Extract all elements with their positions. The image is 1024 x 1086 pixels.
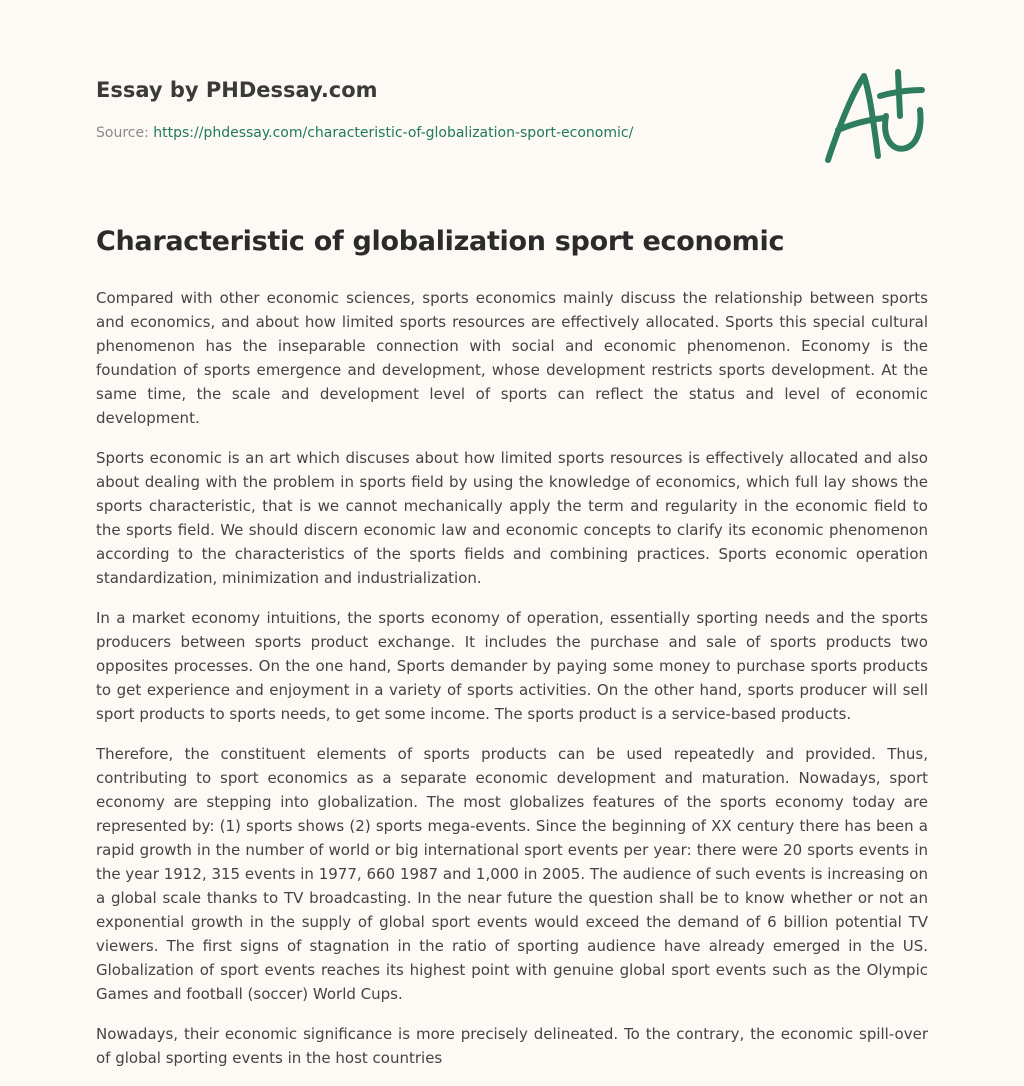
source-line — [96, 125, 633, 141]
brand-title: Essay by PHDessay.com — [96, 78, 378, 102]
article-body — [96, 286, 928, 1086]
paragraph: Sports economic is an art which discuses about how limited sports resources is effectively allocated and also about dealing with the problem in sports field by using the knowledge of economics, which full lay shows the sports characteristic, that is we cannot mechanically apply the term and regularity in the economic field to the sports field. We should discern economic law and economic concepts to clarify its economic phenomenon according to the characteristics of the sports fields and combining practices. Sports economic operation standardization, minimization and industrialization. — [96, 449, 928, 587]
source-link[interactable]: https://phdessay.com/characteristic-of-globalization-sport-economic/ — [153, 125, 634, 141]
article-title: Characteristic of globalization sport economic — [96, 226, 785, 257]
a-plus-logo — [818, 64, 936, 168]
paragraph: In a market economy intuitions, the sports economy of operation, essentially sporting needs and the sports producers between sports product exchange. It includes the purchase and sale of sports products two opposites processes. On the one hand, Sports demander by paying some money to purchase sports products to get experience and enjoyment in a variety of sports activities. On the other hand, sports producer will sell sport products to sports needs, to get some income. The sports product is a service-based products. — [96, 609, 928, 723]
paragraph: Nowadays, their economic significance is more precisely delineated. To the contrary, the economic spill-over of global sporting events in the host countries — [96, 1025, 928, 1067]
paragraph: Therefore, the constituent elements of sports products can be used repeatedly and provided. Thus, contributing to sport economics as a separate economic development and maturation. Nowadays, sport economy are stepping into globalization. The most globalizes features of the sports economy today are represented by: (1) sports shows (2) sports mega-events. Since the beginning of XX century there has been a rapid growth in the number of world or big international sport events per year: there were 20 sports events in the year 1912, 315 events in 1977, 660 1987 and 1,000 in 2005. The audience of such events is increasing on a global scale thanks to TV broadcasting. In the near future the question shall be to know whether or not an exponential growth in the supply of global sport events would exceed the demand of 6 billion potential TV viewers. The first signs of stagnation in the ratio of sporting audience have already emerged in the US. Globalization of sport events reaches its highest point with genuine global sport events such as the Olympic Games and football (soccer) World Cups. — [96, 745, 928, 1003]
paragraph: Compared with other economic sciences, sports economics mainly discuss the relationship between sports and economics, and about how limited sports resources are effectively allocated. Sports this special cultural phenomenon has the inseparable connection with social and economic phenomenon. Economy is the foundation of sports emergence and development, whose development restricts sports development. At the same time, the scale and development level of sports can reflect the status and level of economic development. — [96, 289, 928, 427]
source-label: Source: — [96, 125, 149, 141]
